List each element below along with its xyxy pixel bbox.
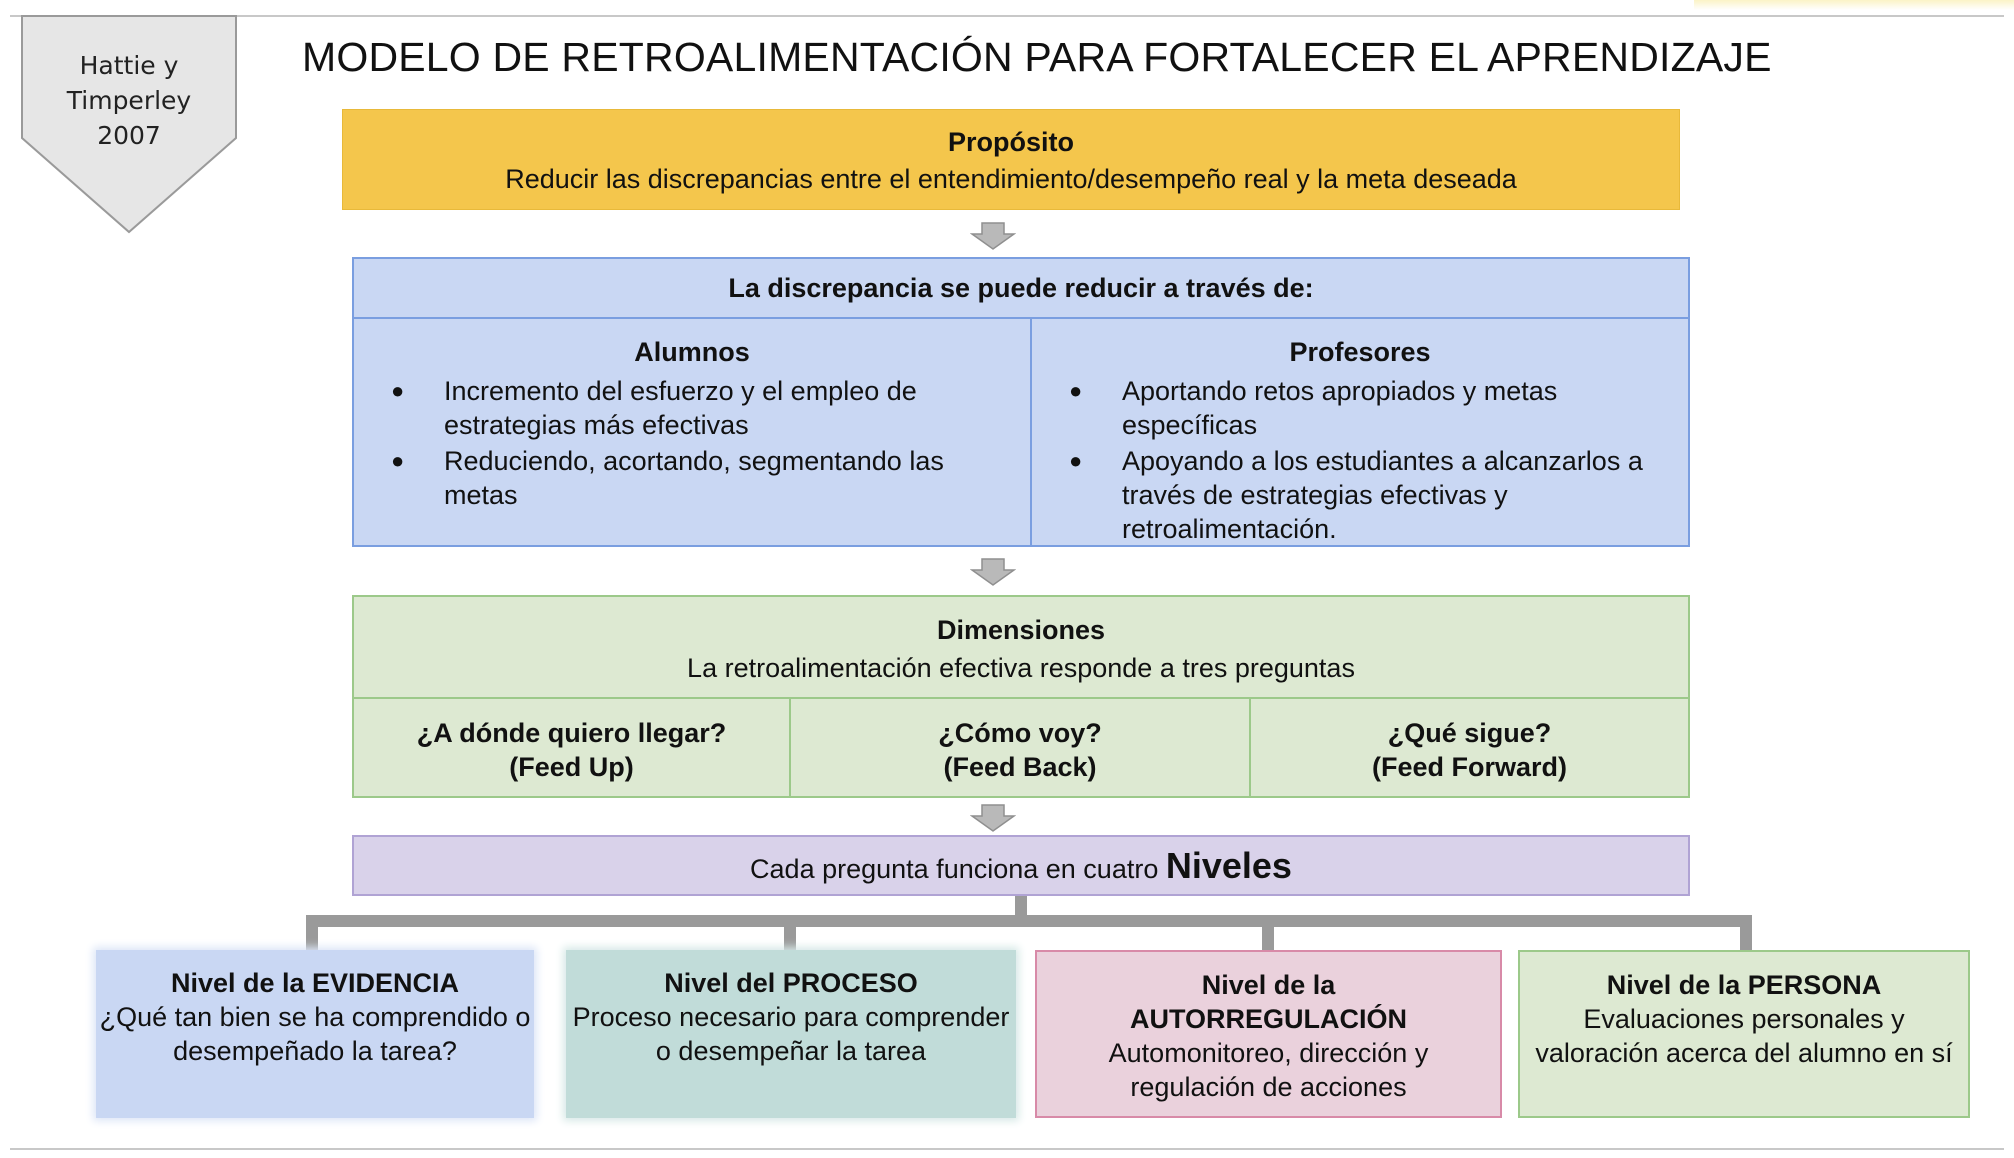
level-heading: Nivel de la PERSONA <box>1606 970 1882 1000</box>
question-feed-back <box>789 697 1251 798</box>
levels-banner-prefix: Cada pregunta funciona en cuatro <box>750 854 1159 884</box>
citation-line-2: Timperley <box>66 86 192 115</box>
diagram-title: MODELO DE RETROALIMENTACIÓN PARA FORTALECER EL APRENDIZAJE <box>302 34 1772 80</box>
teachers-list <box>1032 374 1688 546</box>
connector-drop-2 <box>784 915 796 952</box>
level-heading: Nivel de la AUTORREGULACIÓN <box>1129 970 1407 1034</box>
question-feed-up <box>352 697 791 798</box>
connector-drop-4 <box>1740 915 1752 952</box>
question-tag: (Feed Forward) <box>1371 752 1567 782</box>
level-text: Automonitoreo, dirección y regulación de acciones <box>1108 1038 1429 1102</box>
teachers-heading: Profesores <box>1289 337 1431 367</box>
citation-line-3: 2007 <box>97 121 161 150</box>
list-item-text: Incremento del esfuerzo y el empleo de estrategias más efectivas <box>444 376 917 440</box>
level-heading: Nivel de la EVIDENCIA <box>170 968 460 998</box>
level-text: Evaluaciones personales y valoración acerca del alumno en sí <box>1535 1004 1953 1068</box>
levels-banner <box>352 835 1690 896</box>
list-item <box>354 444 1030 512</box>
question-text: ¿A dónde quiero llegar? <box>416 718 727 748</box>
list-item-text: Reduciendo, acortando, segmentando las metas <box>444 446 944 510</box>
level-person <box>1518 950 1970 1118</box>
bullet-icon: ● <box>1069 378 1083 403</box>
question-tag: (Feed Up) <box>509 752 634 782</box>
students-list <box>354 374 1030 512</box>
question-text: ¿Cómo voy? <box>938 718 1102 748</box>
down-arrow-icon <box>970 222 1016 250</box>
levels-banner-emphasis: Niveles <box>1165 845 1292 886</box>
dimensions-box <box>352 595 1690 699</box>
down-arrow-icon <box>970 558 1016 586</box>
list-item <box>354 374 1030 442</box>
connector-drop-3 <box>1262 915 1274 952</box>
dimensions-heading: Dimensiones <box>936 615 1106 645</box>
level-self-regulation <box>1035 950 1502 1118</box>
connector-drop-1 <box>306 915 318 952</box>
purpose-heading: Propósito <box>948 127 1074 157</box>
question-tag: (Feed Back) <box>943 752 1097 782</box>
corner-highlight <box>1694 0 2014 10</box>
citation-text <box>20 48 238 153</box>
list-item <box>1032 444 1688 546</box>
list-item <box>1032 374 1688 442</box>
dimensions-subtitle: La retroalimentación efectiva responde a tres preguntas <box>687 653 1355 683</box>
bottom-rule <box>10 1148 2004 1150</box>
question-text: ¿Qué sigue? <box>1387 718 1552 748</box>
level-heading: Nivel del PROCESO <box>664 968 918 998</box>
discrepancy-heading: La discrepancia se puede reducir a través de: <box>352 257 1690 319</box>
top-rule <box>10 15 2004 17</box>
list-item-text: Apoyando a los estudiantes a alcanzarlos a través de estrategias efectivas y retroalimentación. <box>1122 446 1643 544</box>
purpose-text: Reducir las discrepancias entre el entendimiento/desempeño real y la meta deseada <box>505 164 1517 194</box>
level-text: Proceso necesario para comprender o desempeñar la tarea <box>572 1002 1010 1066</box>
students-heading: Alumnos <box>634 337 750 367</box>
bullet-icon: ● <box>391 378 405 403</box>
level-evidence <box>96 950 534 1118</box>
level-process <box>566 950 1016 1118</box>
down-arrow-icon <box>970 804 1016 832</box>
students-column <box>352 317 1032 547</box>
purpose-box <box>342 109 1680 210</box>
question-feed-forward <box>1249 697 1690 798</box>
connector-horizontal <box>306 915 1752 927</box>
list-item-text: Aportando retos apropiados y metas específicas <box>1122 376 1558 440</box>
citation-line-1: Hattie y <box>79 51 179 80</box>
teachers-column <box>1030 317 1690 547</box>
citation-badge <box>20 14 238 236</box>
bullet-icon: ● <box>1069 448 1083 473</box>
level-text: ¿Qué tan bien se ha comprendido o desempeñado la tarea? <box>99 1002 531 1066</box>
bullet-icon: ● <box>391 448 405 473</box>
